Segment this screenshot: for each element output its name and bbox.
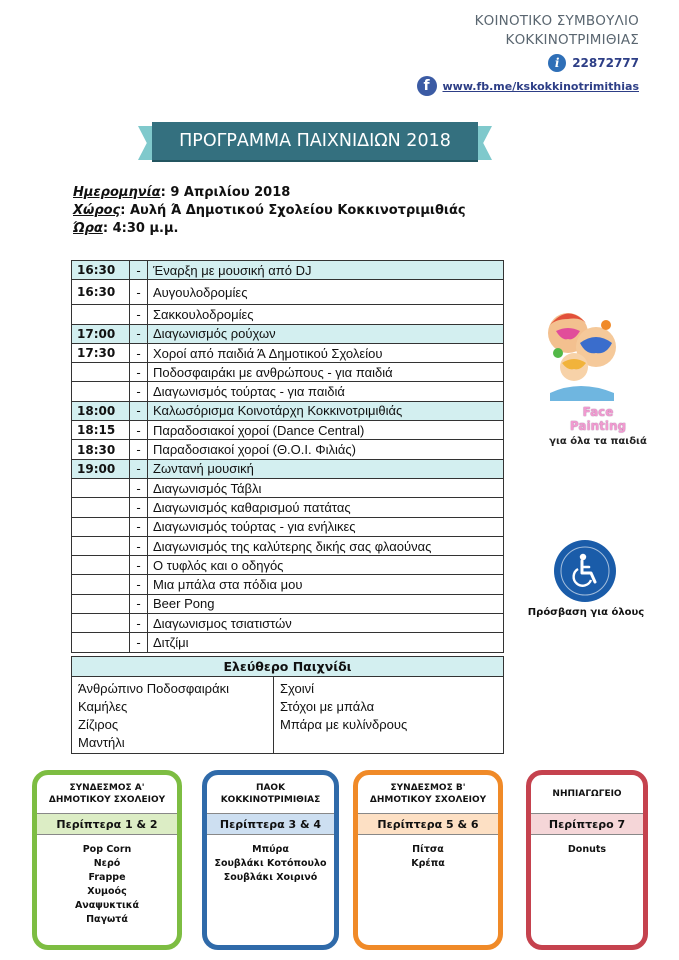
schedule-time: [72, 633, 130, 652]
schedule-dash: -: [130, 614, 148, 633]
schedule-activity: Beer Pong: [148, 594, 504, 613]
schedule-time: 16:30: [72, 261, 130, 280]
schedule-dash: -: [130, 343, 148, 362]
organisation-header: [475, 12, 639, 50]
schedule-dash: -: [130, 261, 148, 280]
place-label: Χώρος: [73, 203, 121, 218]
kiosk-item: Πίτσα: [412, 844, 444, 855]
free-play-box: [71, 656, 504, 754]
schedule-row: [72, 478, 504, 497]
kiosk-card: [353, 770, 503, 950]
page-title: ΠΡΟΓΡΑΜΜΑ ΠΑΙΧΝΙΔΙΩΝ 2018: [152, 122, 478, 160]
org-name-line1: ΚΟΙΝΟΤΙΚΟ ΣΥΜΒΟΥΛΙΟ: [474, 13, 639, 29]
schedule-row: [72, 575, 504, 594]
schedule-dash: -: [130, 305, 148, 324]
free-play-item: Καμήλες: [78, 699, 128, 714]
schedule-row: [72, 517, 504, 536]
shirts: [550, 386, 614, 401]
schedule-row: [72, 440, 504, 459]
schedule-row: [72, 343, 504, 362]
kiosk-header: ΝΗΠΙΑΓΩΓΕΙΟ: [552, 789, 622, 799]
event-info: [73, 184, 466, 238]
schedule-dash: -: [130, 575, 148, 594]
wheelchair-icon: [554, 540, 616, 602]
schedule-row: [72, 363, 504, 382]
kiosk-item: Σουβλάκι Χοιρινό: [223, 872, 318, 883]
face-painting-illustration: [540, 303, 620, 401]
schedule-time: [72, 363, 130, 382]
schedule-row: [72, 324, 504, 343]
schedule-dash: -: [130, 633, 148, 652]
schedule-activity: Διαγωνισμός καθαρισμού πατάτας: [148, 498, 504, 517]
schedule-row: [72, 305, 504, 324]
schedule-row: [72, 421, 504, 440]
time-line: [73, 220, 466, 238]
date-line: [73, 184, 466, 202]
schedule-time: [72, 575, 130, 594]
schedule-dash: -: [130, 324, 148, 343]
schedule-dash: -: [130, 536, 148, 555]
kiosk-band: Περίπτερα 3 & 4: [207, 813, 334, 835]
phone-row: [548, 54, 639, 72]
schedule-row: [72, 261, 504, 280]
kiosk-items: [37, 843, 177, 927]
schedule-time: [72, 498, 130, 517]
schedule-dash: -: [130, 440, 148, 459]
schedule-table: [71, 260, 504, 653]
place-line: [73, 202, 466, 220]
schedule-row: [72, 536, 504, 555]
free-play-item: Άνθρώπινο Ποδοσφαιράκι: [78, 681, 229, 696]
schedule-row: [72, 280, 504, 305]
schedule-dash: -: [130, 459, 148, 478]
schedule-row: [72, 382, 504, 401]
info-icon: i: [548, 54, 566, 72]
schedule-row: [72, 633, 504, 652]
kiosk-card: [202, 770, 339, 950]
schedule-activity: Έναρξη με μουσική από DJ: [148, 261, 504, 280]
face-painting-caption: [549, 405, 647, 447]
schedule-row: [72, 401, 504, 420]
free-play-heading: Ελεύθερο Παιχνίδι: [72, 657, 503, 677]
kiosk-item: Παγωτά: [86, 914, 128, 925]
paint-dot-green: [553, 348, 563, 358]
schedule-activity: Διαγωνισμός τούρτας - για παιδιά: [148, 382, 504, 401]
schedule-dash: -: [130, 517, 148, 536]
schedule-activity: Διαγωνισμός της καλύτερης δικής σας φλαούνας: [148, 536, 504, 555]
time-value: : 4:30 μ.μ.: [102, 221, 179, 236]
schedule-row: [72, 556, 504, 575]
place-value: : Αυλή Ά Δημοτικού Σχολείου Κοκκινοτριμιθιάς: [120, 203, 466, 218]
title-ribbon: [138, 122, 492, 164]
schedule-activity: Διτζίμι: [148, 633, 504, 652]
schedule-time: 17:00: [72, 324, 130, 343]
schedule-activity: Παραδοσιακοί χοροί (Dance Central): [148, 421, 504, 440]
schedule-time: [72, 517, 130, 536]
schedule-row: [72, 459, 504, 478]
schedule-activity: Σακκουλοδρομίες: [148, 305, 504, 324]
kiosk-items: [531, 843, 643, 857]
schedule-dash: -: [130, 594, 148, 613]
schedule-time: 18:15: [72, 421, 130, 440]
date-value: : 9 Απριλίου 2018: [160, 185, 291, 200]
kiosk-item: Χυμοός: [87, 886, 127, 897]
schedule-time: 19:00: [72, 459, 130, 478]
free-play-item: Σχοινί: [280, 681, 315, 696]
schedule-activity: Παραδοσιακοί χοροί (Θ.Ο.Ι. Φιλιάς): [148, 440, 504, 459]
schedule-time: 18:00: [72, 401, 130, 420]
face-painting-title-line1: Face: [582, 405, 614, 419]
free-play-item: Μπάρα με κυλίνδρους: [280, 717, 408, 732]
phone-number: 22872777: [572, 56, 639, 70]
kiosk-card: [526, 770, 648, 950]
face-painting-title-line2: Painting: [569, 419, 627, 433]
free-play-item: Μαντήλι: [78, 735, 125, 750]
schedule-dash: -: [130, 363, 148, 382]
free-play-item: Ζίζιρος: [78, 717, 119, 732]
kiosk-item: Νερό: [93, 858, 121, 869]
paint-dot-orange: [601, 320, 611, 330]
schedule-dash: -: [130, 401, 148, 420]
kiosk-items: [207, 843, 334, 885]
facebook-link[interactable]: www.fb.me/kskokkinotrimithias: [442, 79, 639, 93]
time-label: Ώρα: [73, 221, 103, 236]
schedule-time: [72, 536, 130, 555]
schedule-time: [72, 614, 130, 633]
schedule-dash: -: [130, 478, 148, 497]
schedule-activity: Ζωντανή μουσική: [148, 459, 504, 478]
schedule-activity: Χοροί από παιδιά Ά Δημοτικού Σχολείου: [148, 343, 504, 362]
kiosk-item: Κρέπα: [411, 858, 445, 869]
schedule-dash: -: [130, 421, 148, 440]
schedule-dash: -: [130, 498, 148, 517]
schedule-activity: Διαγωνισμός Τάβλι: [148, 478, 504, 497]
facebook-icon: f: [417, 76, 437, 96]
schedule-dash: -: [130, 280, 148, 305]
schedule-activity: Διαγωνισμος τσιατιστών: [148, 614, 504, 633]
schedule-time: [72, 556, 130, 575]
schedule-time: [72, 305, 130, 324]
schedule-dash: -: [130, 382, 148, 401]
accessibility-caption: Πρόσβαση για όλους: [527, 607, 645, 618]
kiosk-item: Pop Corn: [82, 844, 132, 855]
schedule-time: 16:30: [72, 280, 130, 305]
kiosk-header: ΠΑΟΚ ΚΟΚΚΙΝΟΤΡΙΜΙΘΙΑΣ: [220, 783, 321, 805]
kiosk-header: ΣΥΝΔΕΣΜΟΣ Β' ΔΗΜΟΤΙΚΟΥ ΣΧΟΛΕΙΟΥ: [369, 783, 487, 805]
schedule-row: [72, 614, 504, 633]
schedule-activity: Μια μπάλα στα πόδια μου: [148, 575, 504, 594]
free-play-item: Στόχοι με μπάλα: [280, 699, 375, 714]
schedule-time: [72, 594, 130, 613]
schedule-time: 18:30: [72, 440, 130, 459]
schedule-time: [72, 478, 130, 497]
schedule-activity: Διαγωνισμός τούρτας - για ενήλικες: [148, 517, 504, 536]
kiosk-items: [358, 843, 498, 871]
kiosk-item: Μπύρα: [252, 844, 289, 855]
org-name-line2: ΚΟΚΚΙΝΟΤΡΙΜΙΘΙΑΣ: [505, 32, 639, 48]
schedule-activity: Ποδοσφαιράκι με ανθρώπους - για παιδιά: [148, 363, 504, 382]
kiosk-item: Αναψυκτικά: [74, 900, 140, 911]
kiosk-item: Σουβλάκι Κοτόπουλο: [214, 858, 327, 869]
kiosk-header: ΣΥΝΔΕΣΜΟΣ Α' ΔΗΜΟΤΙΚΟΥ ΣΧΟΛΕΙΟΥ: [48, 783, 166, 805]
kiosk-band: Περίπτερο 7: [531, 813, 643, 835]
schedule-row: [72, 498, 504, 517]
schedule-dash: -: [130, 556, 148, 575]
kiosk-item: Frappe: [88, 872, 126, 883]
accessibility-badge: [554, 540, 616, 602]
schedule-activity: Αυγουλοδρομίες: [148, 280, 504, 305]
schedule-activity: Διαγωνισμός ρούχων: [148, 324, 504, 343]
facebook-row: [417, 76, 640, 96]
date-label: Ημερομηνία: [73, 185, 161, 200]
schedule-activity: Ο τυφλός και ο οδηγός: [148, 556, 504, 575]
face-painting-subtitle: για όλα τα παιδιά: [549, 436, 647, 447]
kiosk-item: Donuts: [567, 844, 607, 855]
schedule-row: [72, 594, 504, 613]
kiosk-band: Περίπτερα 1 & 2: [37, 813, 177, 835]
kiosk-card: [32, 770, 182, 950]
schedule-activity: Καλωσόρισμα Κοινοτάρχη Κοκκινοτριμιθιάς: [148, 401, 504, 420]
schedule-time: 17:30: [72, 343, 130, 362]
free-play-right-column: [274, 677, 413, 753]
schedule-time: [72, 382, 130, 401]
kiosk-band: Περίπτερα 5 & 6: [358, 813, 498, 835]
free-play-left-column: [72, 677, 274, 753]
